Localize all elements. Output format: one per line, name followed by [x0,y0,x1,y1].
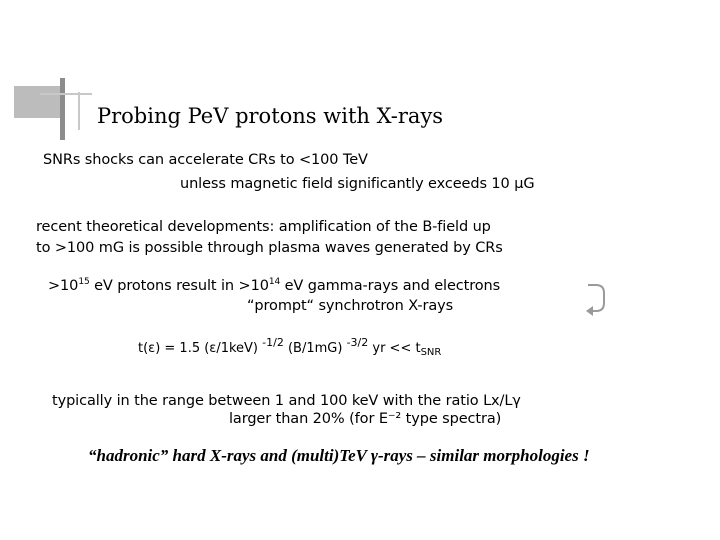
page-title: Probing PeV protons with X-rays [97,104,444,128]
protons-exp-a: 15 [78,277,90,287]
text-conclusion: “hadronic” hard X-rays and (multi)TeV γ-rays – similar morphologies ! [88,446,590,465]
protons-part-a: >10 [48,278,79,294]
curved-arrow-icon [582,279,612,319]
decor-vertical-bar [60,78,65,140]
text-ratio: larger than 20% (for E⁻² type spectra) [229,411,502,427]
text-snr-acceleration: SNRs shocks can accelerate CRs to <100 TeV [43,152,368,168]
text-recent-developments: recent theoretical developments: amplification of the B-field up [36,219,491,235]
protons-part-b: eV protons result in >10 [89,278,269,294]
protons-exp-b: 14 [268,277,281,287]
formula-part-a: t(ε) = 1.5 (ε/1keV) [138,341,263,356]
formula-cooling-time [138,336,442,358]
text-range: typically in the range between 1 and 100 keV with the ratio Lx/Lγ [52,393,521,409]
formula-exp-2: -3/2 [346,336,369,349]
decor-vertical-thin [78,92,80,130]
decor-gray-block [14,86,64,118]
decor-horizontal-bar [40,93,92,95]
formula-part-b: (B/1mG) [283,341,347,356]
formula-exp-1: -1/2 [262,336,284,349]
protons-part-c: eV gamma-rays and electrons [280,278,501,294]
corner-decoration [0,0,100,140]
text-synchrotron: “prompt“ synchrotron X-rays [247,298,454,314]
formula-sub-snr: SNR [420,347,442,358]
text-plasma-waves: to >100 mG is possible through plasma waves generated by CRs [36,240,503,256]
text-magnetic-field: unless magnetic field significantly exceeds 10 µG [180,176,535,192]
formula-part-c: yr << t [368,341,421,356]
text-protons-result [48,278,500,294]
